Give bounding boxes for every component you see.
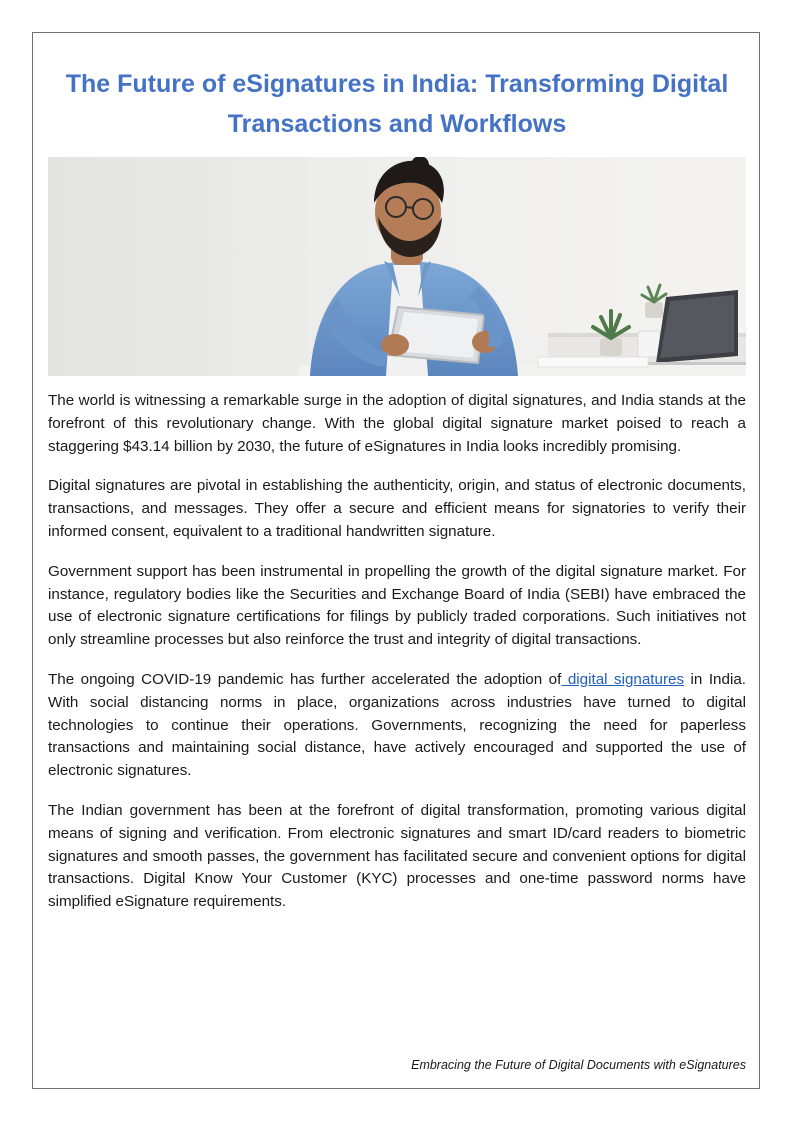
paragraph-4-text-before: The ongoing COVID-19 pandemic has further accelerated the adoption of <box>48 670 562 688</box>
paragraph-2: Digital signatures are pivotal in establishing the authenticity, origin, and status of electronic documents, transactions, and messages. They offer a secure and efficient means for signatories to verify their informed consent, equivalent to a traditional handwritten signature. <box>48 477 746 540</box>
paragraph-1: The world is witnessing a remarkable surge in the adoption of digital signatures, and India stands at the forefront of this revolutionary change. With the global digital signature market poised to reach a staggering $43.14 billion by 2030, the future of eSignatures in India looks incredibly promising. <box>48 392 746 455</box>
paragraph-4-text-after: in India. With social distancing norms in place, organizations across industries have turned to digital technologies to continue their operations. Governments, recognizing the need for paperless transactions and maintaining social distance, have actively encouraged and supported the use of electronic signatures. <box>48 670 746 780</box>
paragraph-5: The Indian government has been at the forefront of digital transformation, promoting various digital means of signing and verification. From electronic signatures and smart ID/card readers to biometric signatures and smooth passes, the government has facilitated secure and convenient options for digital transactions. Digital Know Your Customer (KYC) processes and one-time password norms have simplified eSignature requirements. <box>48 801 746 911</box>
paragraph-3: Government support has been instrumental in propelling the growth of the digital signature market. For instance, regulatory bodies like the Securities and Exchange Board of India (SEBI) have embraced the use of electronic signature certifications for filings by publicly traded corporations. Such initiatives not only streamline processes but also reinforce the trust and integrity of digital transactions. <box>48 562 746 649</box>
hero-image <box>48 157 746 376</box>
article-body <box>48 390 746 931</box>
page-footer: Embracing the Future of Digital Documents with eSignatures <box>411 1058 746 1072</box>
digital-signatures-link[interactable]: digital signatures <box>561 670 685 688</box>
paragraph-4 <box>48 669 746 783</box>
document-title: The Future of eSignatures in India: Transforming Digital Transactions and Workflows <box>65 70 729 138</box>
